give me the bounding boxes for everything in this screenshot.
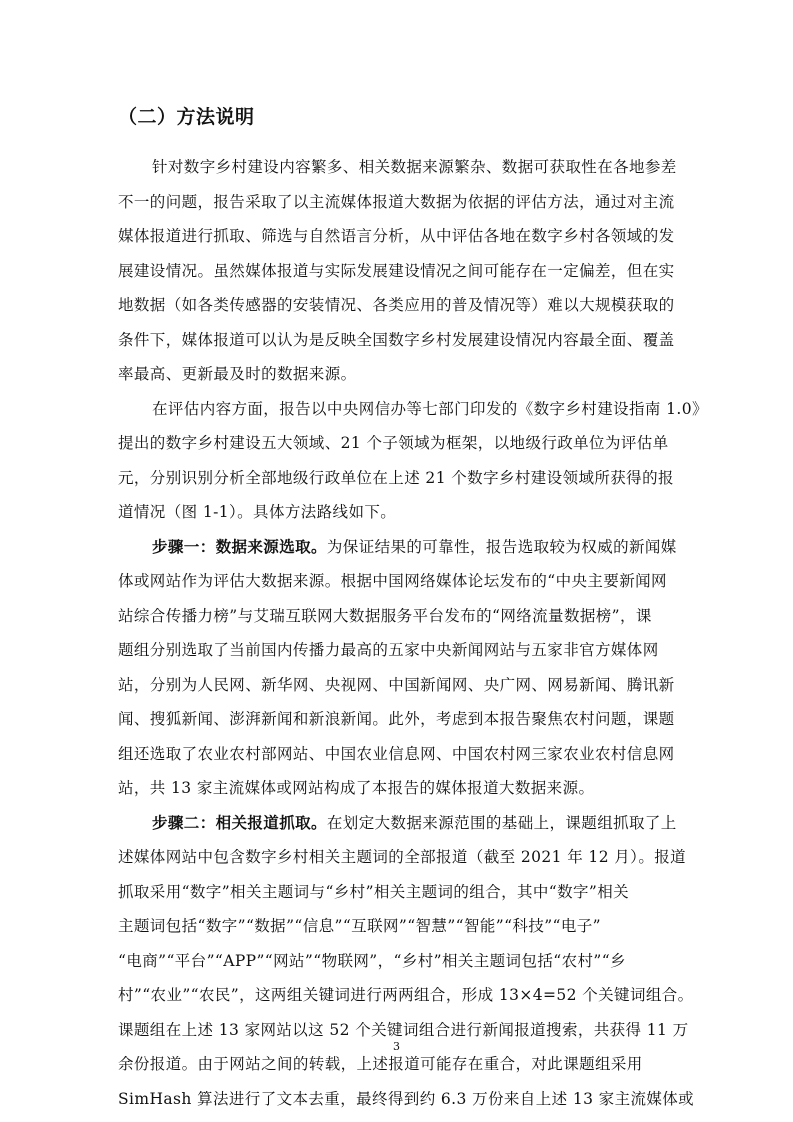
step-one-label: 步骤一：数据来源选取。 <box>152 536 327 556</box>
paragraph-3-line: 体或网站作为评估大数据来源。根据中国网络媒体论坛发布的“中央主要新闻网 <box>118 572 667 590</box>
paragraph-3-line: 站，共 13 家主流媒体或网站构成了本报告的媒体报道大数据来源。 <box>118 779 595 797</box>
paragraph-1-line: 展建设情况。虽然媒体报道与实际发展建设情况之间可能存在一定偏差，但在实 <box>118 261 675 280</box>
paragraph-4-line: “电商”“平台”“APP”“网站”“物联网”，“乡村”相关主题词包括“农村”“乡 <box>118 951 626 970</box>
paragraph-3-line: 闻、搜狐新闻、澎湃新闻和新浪新闻。此外，考虑到本报告聚焦农村问题，课题 <box>118 710 675 728</box>
step-two-label: 步骤二：相关报道抓取。 <box>152 812 327 832</box>
paragraph-4-line: 余份报道。由于网站之间的转载，上述报道可能存在重合，对此课题组采用 <box>118 1055 643 1073</box>
paragraph-1-line: 媒体报道进行抓取、筛选与自然语言分析，从中评估各地在数字乡村各领域的发 <box>118 227 675 245</box>
paragraph-4-line: 主题词包括“数字”“数据”“信息”“互联网”“智慧”“智能”“科技”“电子” <box>118 917 601 935</box>
page-number: 3 <box>393 1040 400 1053</box>
body-text <box>118 150 708 1116</box>
paragraph-1-line: 率最高、更新最及时的数据来源。 <box>118 365 357 383</box>
paragraph-2-line: 在评估内容方面，报告以中央网信办等七部门印发的《数字乡村建设指南 1.0》 <box>152 399 708 418</box>
paragraph-4-line: 述媒体网站中包含数字乡村相关主题词的全部报道（截至 2021 年 12 月）。报道 <box>118 848 687 866</box>
step-two-text: 在划定大数据来源范围的基础上，课题组抓取了上 <box>326 813 677 832</box>
paragraph-1-line: 地数据（如各类传感器的安装情况、各类应用的普及情况等）难以大规模获取的 <box>118 296 675 314</box>
paragraph-4-line: 抓取采用“数字”相关主题词与“乡村”相关主题词的组合，其中“数字”相关 <box>118 882 630 901</box>
paragraph-3-line: 题组分别选取了当前国内传播力最高的五家中央新闻网站与五家非官方媒体网 <box>118 641 659 659</box>
paragraph-2-line: 道情况（图 1-1）。具体方法路线如下。 <box>118 503 397 521</box>
paragraph-1-line: 针对数字乡村建设内容繁多、相关数据来源繁杂、数据可获取性在各地参差 <box>152 158 677 176</box>
paragraph-1-line: 不一的问题，报告采取了以主流媒体报道大数据为依据的评估方法，通过对主流 <box>118 192 675 211</box>
paragraph-3-line: 站综合传播力榜”与艾瑞互联网大数据服务平台发布的“网络流量数据榜”，课 <box>118 606 652 625</box>
paragraph-3-line: 站，分别为人民网、新华网、央视网、中国新闻网、央广网、网易新闻、腾讯新 <box>118 675 675 694</box>
paragraph-2-line: 元，分别识别分析全部地级行政单位在上述 21 个数字乡村建设领域所获得的报 <box>118 468 674 487</box>
paragraph-4-line: 村”“农业”“农民”，这两组关键词进行两两组合，形成 13×4=52 个关键词组合。 <box>118 986 694 1004</box>
paragraph-3-line: 组还选取了农业农村部网站、中国农业信息网、中国农村网三家农业农村信息网 <box>118 744 675 763</box>
step-one-first-line <box>118 530 678 565</box>
step-two-first-line <box>118 806 678 841</box>
paragraph-2-line: 提出的数字乡村建设五大领域、21 个子领域为框架，以地级行政单位为评估单 <box>118 434 669 452</box>
paragraph-4-line: SimHash 算法进行了文本去重，最终得到约 6.3 万份来自上述 13 家主流媒体或 <box>118 1089 695 1108</box>
paragraph-1-line: 条件下，媒体报道可以认为是反映全国数字乡村发展建设情况内容最全面、覆盖 <box>118 330 675 349</box>
paragraph-4-line: 课题组在上述 13 家网站以这 52 个关键词组合进行新闻报道搜索，共获得 11 万 <box>118 1020 689 1039</box>
step-one-text: 为保证结果的可靠性，报告选取较为权威的新闻媒 <box>326 537 677 556</box>
section-heading: （二）方法说明 <box>118 106 255 128</box>
